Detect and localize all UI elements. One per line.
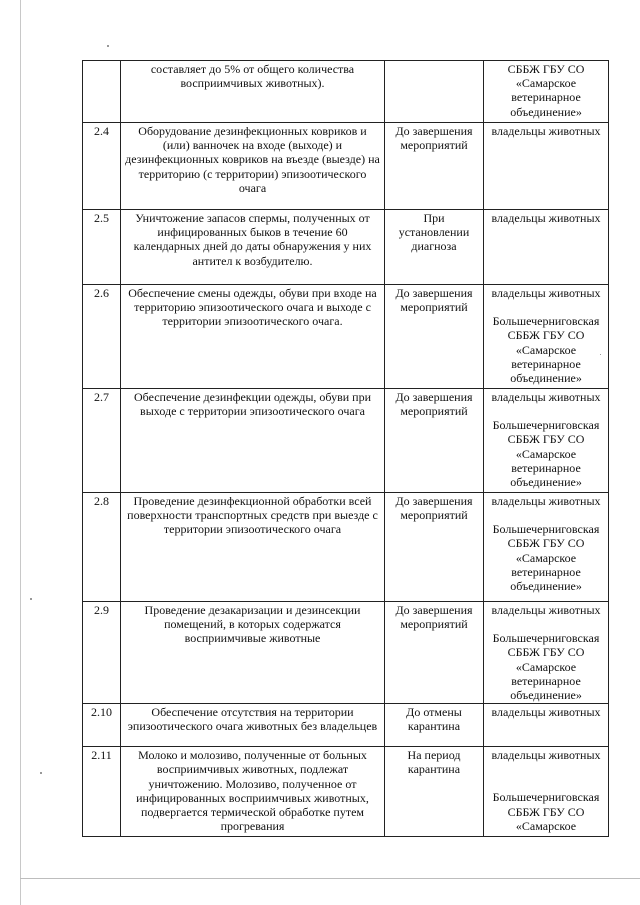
responsible-org-line: Большечерниговская <box>492 631 600 646</box>
responsible-cell <box>484 61 609 123</box>
measure-text: Оборудование дезинфекционных ковриков и (или) ванночек на входе (выходе) и дезинфекционных ковриков на въезде (выезде) на территорию (с территории) эпизоотического очага <box>121 123 385 210</box>
responsible-org-line: «Самарское <box>515 818 577 833</box>
table-row <box>83 210 609 285</box>
row-number: 2.10 <box>83 704 121 747</box>
row-number: 2.4 <box>83 123 121 210</box>
responsible-org-line: «Самарское <box>515 76 577 91</box>
table-row <box>83 704 609 747</box>
table-row <box>83 389 609 493</box>
row-number: 2.7 <box>83 389 121 493</box>
table-row <box>83 747 609 837</box>
row-number: 2.11 <box>83 747 121 837</box>
measure-text: Обеспечение смены одежды, обуви при входе на территорию эпизоотического очага и выходе с территории эпизоотического очага. <box>121 285 385 389</box>
responsible-owners: владельцы животных <box>491 603 601 617</box>
responsible-org-line: «Самарское <box>515 342 577 357</box>
responsible-org-line: СББЖ ГБУ СО <box>507 536 585 551</box>
page-bottom-edge <box>20 878 640 879</box>
row-number: 2.5 <box>83 210 121 285</box>
scan-speck <box>30 598 32 600</box>
responsible-cell <box>484 285 609 389</box>
responsible-org-line: Большечерниговская <box>492 314 600 329</box>
table-row <box>83 61 609 123</box>
responsible-owners: владельцы животных <box>491 748 601 763</box>
responsible-org-line: Большечерниговская <box>492 790 600 805</box>
responsible-org-line: ветеринарное <box>511 356 581 371</box>
responsible-cell <box>484 704 609 747</box>
responsible-org-line: Большечерниговская <box>492 522 600 537</box>
responsible-org-line: СББЖ ГБУ СО <box>507 432 585 447</box>
table-row <box>83 493 609 602</box>
term-text: До завершения мероприятий <box>385 285 484 389</box>
measure-text: Обеспечение дезинфекции одежды, обуви при выходе с территории эпизоотического очага <box>121 389 385 493</box>
measure-text: Обеспечение отсутствия на территории эпизоотического очага животных без владельцев <box>121 704 385 747</box>
measure-text: составляет до 5% от общего количества восприимчивых животных). <box>121 61 385 123</box>
responsible-org-line: ветеринарное <box>511 460 581 475</box>
measure-text: Проведение дезакаризации и дезинсекции помещений, в которых содержатся восприимчивые животные <box>121 602 385 704</box>
responsible-owners: владельцы животных <box>491 124 601 138</box>
responsible-org-line: «Самарское <box>515 446 577 461</box>
table-row <box>83 285 609 389</box>
term-text: До завершения мероприятий <box>385 493 484 602</box>
responsible-org-line: «Самарское <box>515 550 577 565</box>
responsible-org-line: объединение» <box>510 475 582 490</box>
responsible-org-line: «Самарское <box>515 659 577 674</box>
responsible-org-line: объединение» <box>510 688 582 703</box>
row-number: 2.8 <box>83 493 121 602</box>
responsible-cell <box>484 747 609 837</box>
measure-text: Уничтожение запасов спермы, полученных от инфицированных быков в течение 60 календарных дней до даты обнаружения у них антител к возбудителю. <box>121 210 385 285</box>
term-text: До завершения мероприятий <box>385 389 484 493</box>
term-text: До отмены карантина <box>385 704 484 747</box>
responsible-cell <box>484 602 609 704</box>
responsible-org-line: ветеринарное <box>511 90 581 105</box>
responsible-org-line: объединение» <box>510 104 582 119</box>
responsible-org-line: объединение» <box>510 579 582 594</box>
responsible-org-line: СББЖ ГБУ СО <box>507 328 585 343</box>
responsible-owners: владельцы животных <box>491 286 601 300</box>
term-text <box>385 61 484 123</box>
responsible-owners: владельцы животных <box>491 705 601 720</box>
term-text: При установлении диагноза <box>385 210 484 285</box>
page-left-edge <box>20 0 21 905</box>
responsible-cell <box>484 389 609 493</box>
responsible-cell <box>484 210 609 285</box>
measures-table <box>82 60 609 837</box>
scan-speck <box>40 772 42 774</box>
scan-speck <box>107 45 109 47</box>
measure-text: Проведение дезинфекционной обработки всей поверхности транспортных средств при выезде с территории эпизоотического очага <box>121 493 385 602</box>
responsible-org-line: СББЖ ГБУ СО <box>507 804 585 819</box>
responsible-org-line: объединение» <box>510 371 582 386</box>
row-number: 2.6 <box>83 285 121 389</box>
responsible-owners: владельцы животных <box>491 211 601 225</box>
row-number: 2.9 <box>83 602 121 704</box>
measure-text: Молоко и молозиво, полученные от больных восприимчивых животных, подлежат уничтожению. Молозиво, полученное от инфицированных восприимчивых животных, подвергается термической обработке путем прогревания <box>121 747 385 837</box>
table-row <box>83 602 609 704</box>
term-text: До завершения мероприятий <box>385 123 484 210</box>
responsible-org-line: Большечерниговская <box>492 418 600 433</box>
responsible-org-line: ветеринарное <box>511 673 581 688</box>
responsible-org-line: СББЖ ГБУ СО <box>507 645 585 660</box>
responsible-org-line: ветеринарное <box>511 564 581 579</box>
term-text: До завершения мероприятий <box>385 602 484 704</box>
table-row <box>83 123 609 210</box>
responsible-cell <box>484 123 609 210</box>
responsible-cell <box>484 493 609 602</box>
responsible-owners: владельцы животных <box>491 390 601 404</box>
responsible-org-line: СББЖ ГБУ СО <box>507 62 585 76</box>
term-text: На период карантина <box>385 747 484 837</box>
row-number <box>83 61 121 123</box>
responsible-owners: владельцы животных <box>491 494 601 508</box>
